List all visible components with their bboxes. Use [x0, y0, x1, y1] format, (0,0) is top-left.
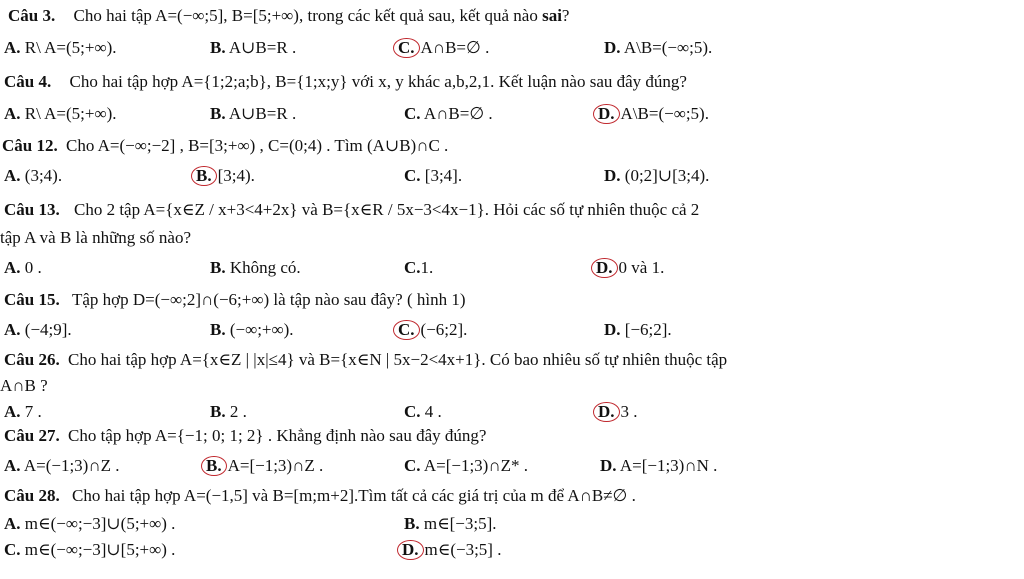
option-a[interactable]: A. A=(−1;3)∩Z . — [4, 456, 120, 475]
option-c[interactable]: C. A∩B=∅ . — [404, 104, 493, 123]
option-c[interactable]: C.1. — [404, 258, 434, 277]
option-a[interactable]: A. R\ A=(5;+∞). — [4, 104, 117, 123]
question-label: Câu 27. — [4, 426, 60, 445]
answer-circle: B. — [191, 166, 217, 186]
option-d[interactable]: D. 0 và 1. — [596, 258, 664, 278]
option-a[interactable]: A. 0 . — [4, 258, 42, 277]
option-c[interactable]: C. (−6;2]. — [398, 320, 467, 340]
question-label: Câu 12. — [2, 136, 58, 155]
option-b[interactable]: B. [3;4). — [196, 166, 255, 186]
option-b[interactable]: B. Không có. — [210, 258, 301, 277]
question-text: Cho hai tập hợp A=(−1,5] và B=[m;m+2].Tìm tất cả các giá trị của m để A∩B≠∅ . — [71, 486, 636, 505]
answer-circle: D. — [591, 258, 618, 278]
option-d[interactable]: D. 3 . — [598, 402, 638, 422]
question-text: Cho hai tập hợp A={x∈Z | |x|≤4} và B={x∈N | 5x−2<4x+1}. Có bao nhiêu số tự nhiên thuộc tập — [67, 350, 728, 369]
option-d[interactable]: D. [−6;2]. — [604, 320, 672, 339]
question-label: Câu 26. — [4, 350, 60, 369]
question-26 — [4, 350, 727, 370]
question-label: Câu 28. — [4, 486, 60, 505]
question-text: Tập hợp D=(−∞;2]∩(−6;+∞) là tập nào sau đây? ( hình 1) — [71, 290, 466, 309]
option-a[interactable]: A. m∈(−∞;−3]∪(5;+∞) . — [4, 514, 176, 533]
question-text: Cho hai tập hợp A={1;2;a;b}, B={1;x;y} với x, y khác a,b,2,1. Kết luận nào sau đây đúng? — [69, 72, 687, 91]
option-a[interactable]: A. 7 . — [4, 402, 42, 421]
question-27 — [4, 426, 486, 446]
option-b[interactable]: B. A∪B=R . — [210, 104, 297, 123]
question-text-2: A∩B ? — [0, 376, 48, 395]
answer-circle: D. — [593, 104, 620, 124]
question-label: Câu 13. — [4, 200, 60, 219]
question-text: Cho tập hợp A={−1; 0; 1; 2} . Khẳng định nào sau đây đúng? — [67, 426, 487, 445]
question-15 — [4, 290, 466, 310]
question-13-cont — [0, 228, 191, 248]
answer-circle: B. — [201, 456, 227, 476]
option-c[interactable]: C. 4 . — [404, 402, 442, 421]
option-d[interactable]: D. A\B=(−∞;5). — [598, 104, 709, 124]
option-a[interactable]: A. (3;4). — [4, 166, 63, 185]
option-b[interactable]: B. A∪B=R . — [210, 38, 297, 57]
question-13 — [4, 200, 699, 220]
question-label: Câu 15. — [4, 290, 60, 309]
question-12 — [2, 136, 448, 156]
option-a[interactable]: A. (−4;9]. — [4, 320, 72, 339]
answer-circle: C. — [393, 38, 420, 58]
answer-circle: D. — [593, 402, 620, 422]
question-tail: ? — [561, 6, 570, 25]
option-c[interactable]: C. A=[−1;3)∩Z* . — [404, 456, 529, 475]
option-b[interactable]: B. m∈[−3;5]. — [404, 514, 497, 533]
question-text-2: tập A và B là những số nào? — [0, 228, 191, 247]
option-c[interactable]: C. [3;4]. — [404, 166, 463, 185]
option-b[interactable]: B. (−∞;+∞). — [210, 320, 294, 339]
option-b[interactable]: B. A=[−1;3)∩Z . — [206, 456, 323, 476]
option-a[interactable]: A. R\ A=(5;+∞). — [4, 38, 117, 57]
option-c[interactable]: C. A∩B=∅ . — [398, 38, 489, 58]
option-d[interactable]: D. A\B=(−∞;5). — [604, 38, 713, 57]
option-b[interactable]: B. 2 . — [210, 402, 247, 421]
question-4 — [4, 72, 687, 92]
option-d[interactable]: D. (0;2]∪[3;4). — [604, 166, 710, 185]
question-3 — [8, 6, 569, 26]
question-text: Cho 2 tập A={x∈Z / x+3<4+2x} và B={x∈R / 5x−3<4x−1}. Hỏi các số tự nhiên thuộc cả 2 — [73, 200, 700, 219]
question-emphasis: sai — [542, 6, 562, 25]
option-d[interactable]: D. m∈(−3;5] . — [402, 540, 501, 560]
question-28 — [4, 486, 636, 506]
option-d[interactable]: D. A=[−1;3)∩N . — [600, 456, 718, 475]
question-label: Câu 3. — [8, 6, 56, 25]
answer-circle: C. — [393, 320, 420, 340]
option-c[interactable]: C. m∈(−∞;−3]∪[5;+∞) . — [4, 540, 176, 559]
question-text: Cho A=(−∞;−2] , B=[3;+∞) , C=(0;4) . Tìm (A∪B)∩C . — [65, 136, 449, 155]
question-text: Cho hai tập A=(−∞;5], B=[5;+∞), trong các kết quả sau, kết quả nào — [73, 6, 543, 25]
answer-circle: D. — [397, 540, 424, 560]
question-label: Câu 4. — [4, 72, 52, 91]
question-26-cont — [0, 376, 48, 396]
